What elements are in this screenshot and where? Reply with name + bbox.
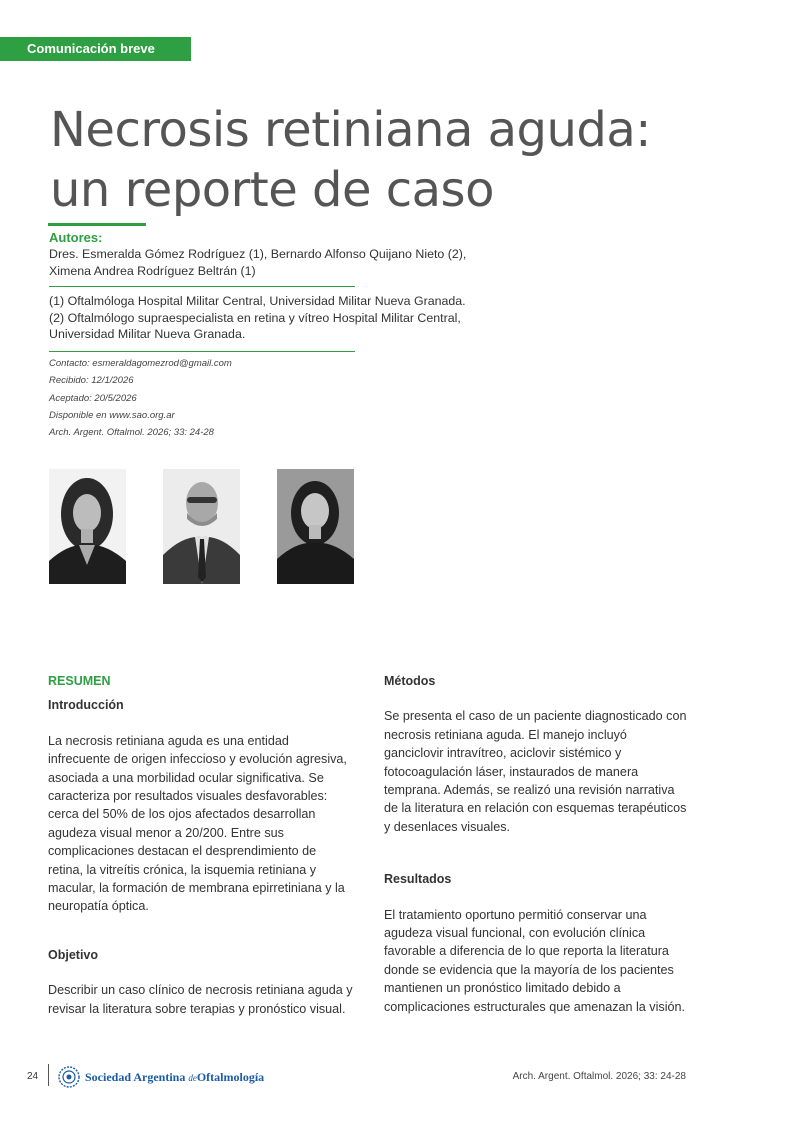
divider — [49, 286, 355, 287]
author-photo-1 — [49, 469, 126, 584]
abstract-label: RESUMEN — [48, 674, 111, 688]
availability: Disponible en www.sao.org.ar — [49, 409, 175, 421]
citation: Arch. Argent. Oftalmol. 2026; 33: 24-28 — [49, 427, 214, 439]
title-line-1: Necrosis retiniana aguda: — [50, 102, 651, 158]
divider — [49, 351, 355, 352]
affiliations — [49, 293, 549, 343]
footer-divider — [48, 1064, 49, 1086]
accepted-date: Aceptado: 20/5/2026 — [49, 392, 137, 404]
objective-text: Describir un caso clínico de necrosis retiniana aguda y revisar la literatura sobre terapias y pronóstico visual. — [48, 983, 353, 1016]
society-emblem-icon — [58, 1066, 80, 1088]
authors-list — [49, 246, 549, 279]
article-meta — [49, 355, 232, 441]
author-photo-3 — [277, 469, 354, 584]
objective-heading: Objetivo — [48, 947, 99, 962]
footer-citation: Arch. Argent. Oftalmol. 2026; 33: 24-28 — [512, 1071, 686, 1082]
page-number: 24 — [27, 1071, 39, 1082]
affiliation-2: (2) Oftalmólogo supraespecialista en retina y vítreo Hospital Militar Central, — [49, 310, 461, 325]
introduction-heading: Introducción — [48, 698, 124, 713]
affiliation-3: Universidad Militar Nueva Granada. — [49, 327, 246, 341]
results-heading: Resultados — [384, 872, 452, 887]
methods-heading: Métodos — [384, 674, 436, 688]
abstract-left-column — [48, 672, 353, 1018]
section-tag: Comunicación breve — [0, 37, 191, 61]
affiliation-1: (1) Oftalmóloga Hospital Militar Central, Universidad Militar Nueva Granada. — [49, 294, 466, 308]
society-name: Sociedad Argentina deOftalmología — [85, 1069, 265, 1084]
article-title — [50, 100, 750, 220]
introduction-text: La necrosis retiniana aguda es una entidad infrecuente de origen infeccioso y evolución agresiva, asociada a una morbilidad ocular significativa. Se caracteriza por resultados visuales desfavorables: cerca del 50% de los ojos afectados desarrollan agudeza visual menor a 20/200. Entre sus complicaciones destacan el desprendimiento de retina, la vitreítis crónica, la isquemia retiniana y macular, la formación de membrana epirretiniana y la neuropatía óptica. — [48, 733, 347, 914]
author-photo-2 — [163, 469, 240, 584]
authors-line-2: Ximena Andrea Rodríguez Beltrán (1) — [49, 263, 256, 278]
title-line-2: un reporte de caso — [50, 162, 494, 218]
title-underline — [48, 223, 146, 226]
authors-label: Autores: — [49, 230, 103, 245]
society-logo — [58, 1066, 264, 1088]
contact-email[interactable]: Contacto: esmeraldagomezrod@gmail.com — [49, 358, 232, 369]
methods-text: Se presenta el caso de un paciente diagnosticado con necrosis retiniana aguda. El manejo incluyó ganciclovir intravítreo, aciclovir sistémico y fotocoagulación láser, instaurados de manera temprana. Además, se realizó una revisión narrativa de la literatura en relación con esquemas terapéuticos y desenlaces visuales. — [384, 709, 687, 834]
abstract-right-column — [384, 672, 689, 1016]
authors-line-1: Dres. Esmeralda Gómez Rodríguez (1), Bernardo Alfonso Quijano Nieto (2), — [49, 247, 467, 261]
received-date: Recibido: 12/1/2026 — [49, 375, 134, 387]
results-text: El tratamiento oportuno permitió conservar una agudeza visual funcional, con evolución clínica favorable a diferencia de lo que reporta la literatura donde se evidencia que la mayoría de los pacientes mantienen un pronóstico limitado debido a complicaciones estructurales que amenazan la visión. — [384, 907, 686, 1014]
